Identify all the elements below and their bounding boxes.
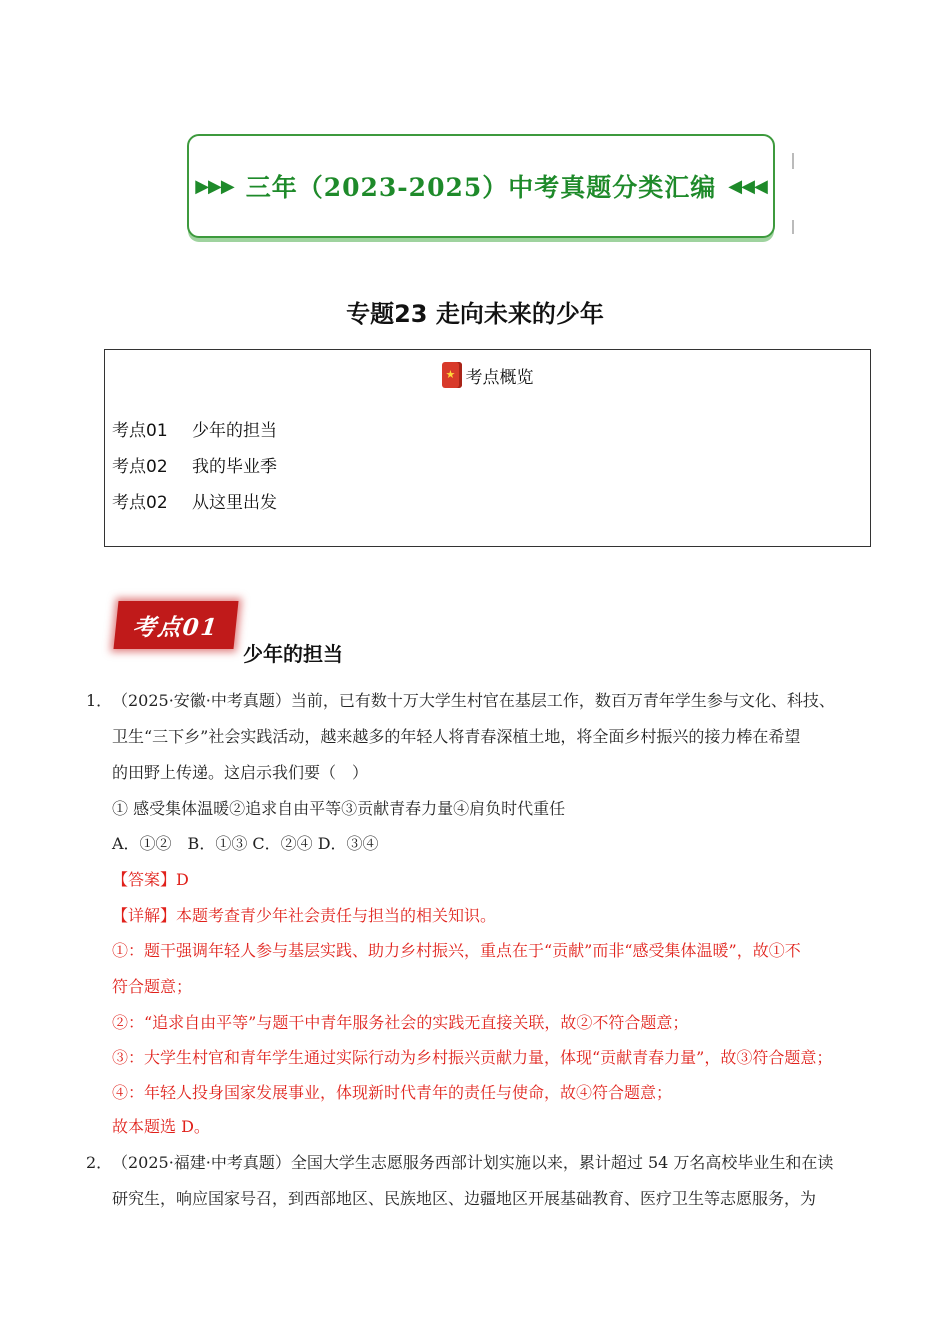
overview-heading (105, 362, 870, 388)
question-text-line: 研究生，响应国家号召，到西部地区、民族地区、边疆地区开展基础教育、医疗卫生等志愿服务，为 (112, 1189, 817, 1208)
header-banner (187, 134, 775, 238)
question-text-line: （2025·安徽·中考真题）当前，已有数十万大学生村官在基层工作，数百万青年学生参与文化、科技、 (112, 691, 835, 710)
banner-text: 三年（2023-2025）中考真题分类汇编 (245, 173, 717, 202)
overview-heading-text: 考点概览 (465, 367, 534, 388)
page-title: 专题23 走向未来的少年 (346, 300, 604, 328)
overview-item-num: 考点02 (112, 457, 168, 477)
decor-line-top (792, 153, 794, 169)
analysis-line: ④：年轻人投身国家发展事业，体现新时代青年的责任与使命，故④符合题意； (112, 1083, 673, 1102)
overview-item (112, 488, 277, 513)
overview-item-label: 从这里出发 (192, 493, 277, 513)
overview-item-num: 考点01 (112, 421, 168, 441)
analysis-line: ②：“追求自由平等”与题干中青年服务社会的实践无直接关联，故②不符合题意； (112, 1013, 689, 1032)
right-arrows-icon: ◀◀◀ (728, 175, 767, 197)
question-options: A．①② B．①③ C．②④ D．③④ (112, 834, 379, 853)
overview-item (112, 416, 277, 441)
answer-line: 【答案】D (112, 870, 189, 889)
decor-line-bottom (792, 220, 794, 234)
question-text-line: 卫生“三下乡”社会实践活动，越来越多的年轻人将青春深植土地，将全面乡村振兴的接力棒在希望 (112, 727, 801, 746)
question-number: 2． (86, 1153, 113, 1172)
section-title: 少年的担当 (243, 642, 343, 666)
question-text-line: 的田野上传递。这启示我们要（ ） (112, 763, 369, 782)
section-badge-text: 考点01 (131, 613, 221, 641)
overview-item-label: 我的毕业季 (192, 457, 277, 477)
analysis-line: 故本题选 D。 (112, 1117, 210, 1136)
overview-item-num: 考点02 (112, 493, 168, 513)
analysis-line: 符合题意； (112, 977, 193, 996)
overview-box (104, 349, 871, 547)
analysis-line: 【详解】本题考查青少年社会责任与担当的相关知识。 (112, 906, 497, 925)
left-arrows-icon: ▶▶▶ (195, 175, 234, 197)
overview-item (112, 452, 277, 477)
analysis-line: ③：大学生村官和青年学生通过实际行动为乡村振兴贡献力量，体现“贡献青春力量”，故③符合题意； (112, 1048, 833, 1067)
question-statements: ① 感受集体温暖②追求自由平等③贡献青春力量④肩负时代重任 (112, 799, 566, 818)
analysis-line: ①：题干强调年轻人参与基层实践、助力乡村振兴，重点在于“贡献”而非“感受集体温暖”，故①不 (112, 941, 801, 960)
section-badge (113, 601, 238, 649)
book-icon (442, 362, 462, 388)
question-text-line: （2025·福建·中考真题）全国大学生志愿服务西部计划实施以来，累计超过 54 万名高校毕业生和在读 (112, 1153, 834, 1172)
question-number: 1． (86, 691, 113, 710)
overview-item-label: 少年的担当 (192, 421, 277, 441)
